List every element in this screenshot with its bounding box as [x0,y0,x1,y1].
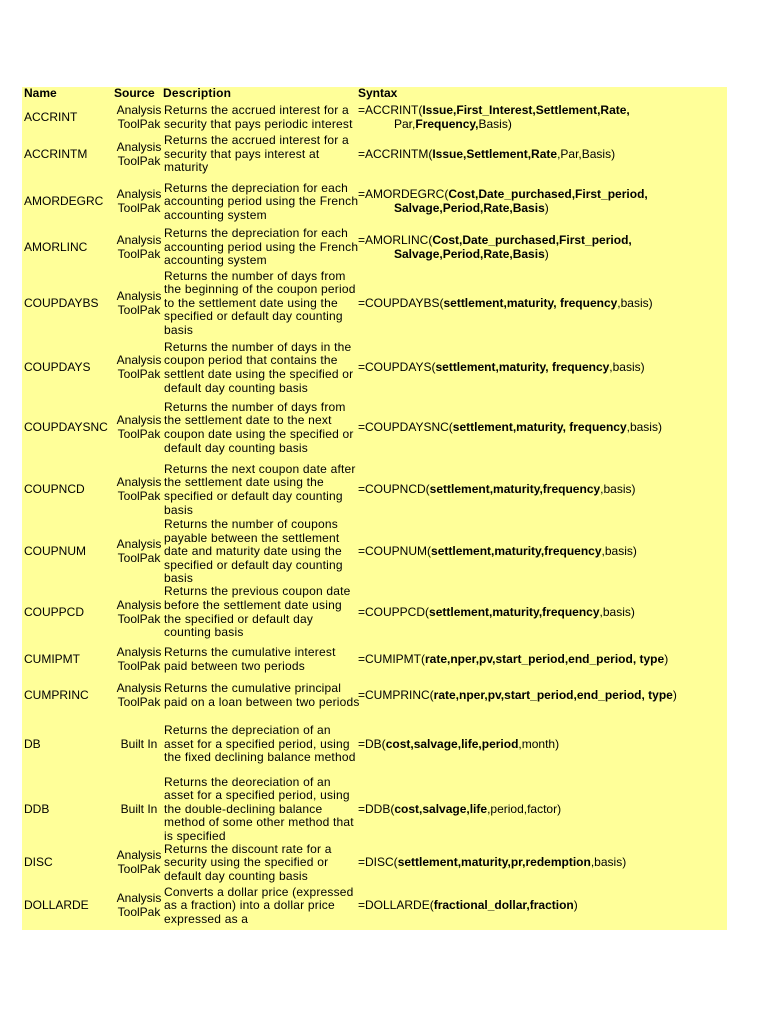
table-row [22,714,727,775]
syntax-required-args: cost,salvage,life,period [385,736,519,751]
syntax-required-args: rate,nper,pv,start_period,end_period, type [425,651,665,666]
syntax-text: Basis) [478,116,512,131]
function-description: Returns the deoreciation of an asset for a specified period, using the double-declining balance method of some other method that is specified [164,774,354,843]
function-source: Analysis ToolPak [116,848,162,876]
function-syntax [358,396,723,460]
table-row [22,102,727,133]
syntax-text: ,period,factor) [487,801,562,816]
table-row [22,882,727,930]
syntax-text: =CUMPRINC( [358,688,434,703]
syntax-text: Par, [394,116,416,131]
header-description: Description [163,86,232,100]
function-name: CUMPRINC [24,688,89,703]
function-name: ACCRINTM [24,146,88,161]
syntax-text: ) [573,898,578,913]
table-row [22,176,727,228]
table-row [22,678,727,714]
header-source: Source [114,86,155,100]
syntax-text: ,basis) [600,482,636,497]
function-source: Analysis ToolPak [116,232,162,261]
function-description: Returns the accrued interest for a security that pays interest at maturity [164,133,349,175]
syntax-required-args: settlement,maturity, frequency [435,360,610,375]
table-row [22,267,727,340]
syntax-text: ,basis) [626,420,662,435]
syntax-text: ) [544,246,549,261]
syntax-required-args: cost,salvage,life [394,801,488,816]
table-row [22,133,727,176]
syntax-text: ,basis) [599,604,635,619]
function-name: DB [24,736,41,751]
function-description: Returns the number of coupons payable between the settlement date and maturity date using the specified or default day counting basis [164,517,343,586]
function-source: Built In [120,801,158,816]
syntax-text: ,basis) [590,855,627,870]
function-source: Analysis ToolPak [116,413,162,441]
syntax-text: ) [672,688,677,703]
function-description: Returns the cumulative principal paid on a loan between two periods [164,681,360,709]
function-source: Analysis ToolPak [116,644,162,673]
syntax-text: ,month) [518,736,560,751]
syntax-text: =AMORDEGRC( [358,187,449,202]
function-source: Analysis ToolPak [116,187,162,215]
function-syntax [358,775,723,844]
function-source: Analysis ToolPak [116,102,162,131]
table-row [22,460,727,520]
table-row [22,228,727,267]
syntax-required-args: Issue,Settlement,Rate [432,146,558,161]
function-description: Returns the number of days from the settlement date to the next coupon date using the specified or default day counting basis [164,399,354,455]
syntax-required-args: Frequency, [415,116,479,131]
function-syntax [358,267,723,340]
syntax-text: =ACCRINT( [358,102,423,117]
function-source: Built In [120,736,158,751]
syntax-text: =CUMIPMT( [358,651,425,666]
function-description: Returns the number of days in the coupon period that contains the settlent date using the specified or default day counting basis [164,339,354,395]
function-syntax [358,102,723,133]
function-description: Returns the next coupon date after the settlement date using the specified or default day counting basis [164,461,356,517]
function-description: Returns the discount rate for a security using the specified or default day counting basis [164,841,332,883]
function-description: Returns the depreciation for each accounting period using the French accounting system [164,226,359,268]
syntax-text: =COUPNCD( [358,482,430,497]
syntax-text: =DISC( [358,855,398,870]
function-syntax [358,882,723,930]
function-name: COUPDAYBS [24,295,99,310]
function-source: Analysis ToolPak [116,597,162,626]
syntax-text: =DDB( [358,801,395,816]
function-syntax [358,133,723,176]
function-source: Analysis ToolPak [116,288,162,317]
function-syntax [358,844,723,882]
syntax-text: =DOLLARDE( [358,898,434,913]
function-syntax [358,340,723,396]
syntax-text: =DB( [358,736,386,751]
function-syntax [358,520,723,584]
syntax-required-args: settlement,maturity, frequency [452,420,627,435]
function-name: COUPPCD [24,604,85,619]
function-source: Analysis ToolPak [116,353,162,381]
table-row [22,584,727,641]
function-description: Returns the depreciation for each accounting period using the French accounting system [164,180,359,222]
table-row [22,775,727,844]
function-name: COUPDAYS [24,360,91,375]
syntax-text: =COUPDAYBS( [358,295,444,310]
function-source: Analysis ToolPak [116,537,162,565]
syntax-text: ) [664,651,669,666]
function-name: DOLLARDE [24,898,89,913]
function-description: Returns the depreciation of an asset for a specified period, using the fixed declining balance method [164,723,356,765]
function-source: Analysis ToolPak [116,475,162,503]
function-source: Analysis ToolPak [116,139,162,168]
function-name: COUPDAYSNC [24,420,108,435]
function-name: DISC [24,855,53,870]
table-row [22,396,727,460]
function-description: Returns the accrued interest for a security that pays periodic interest [164,102,353,131]
function-description: Converts a dollar price (expressed as a fraction) into a dollar price expressed as a [164,884,354,926]
syntax-text: =COUPDAYSNC( [358,420,453,435]
function-name: AMORLINC [24,239,88,254]
syntax-text: =ACCRINTM( [358,146,433,161]
syntax-required-args: Cost,Date_purchased,First_period, Salvage,Period,Rate,Basis [394,187,648,215]
syntax-required-args: Issue,First_Interest,Settlement,Rate, [422,102,630,117]
function-name: ACCRINT [24,109,78,124]
function-syntax [358,176,723,228]
table-row [22,517,727,586]
syntax-required-args: settlement,maturity,pr,redemption [397,855,591,870]
function-name: DDB [24,801,50,816]
function-table [22,87,727,930]
syntax-required-args: Cost,Date_purchased,First_period, Salvage,Period,Rate,Basis [394,232,632,261]
header-syntax: Syntax [358,86,398,100]
function-name: CUMIPMT [24,651,80,666]
syntax-required-args: fractional_dollar,fraction [433,898,574,913]
header-name: Name [24,86,57,100]
table-row [22,641,727,678]
syntax-text: =COUPPCD( [358,604,430,619]
syntax-required-args: settlement,maturity,frequency [429,604,600,619]
syntax-required-args: settlement,maturity,frequency [431,544,602,559]
function-name: COUPNCD [24,482,85,497]
function-syntax [358,641,723,678]
function-description: Returns the number of days from the beginning of the coupon period to the settlement date using the specified or default day counting basis [164,268,356,337]
syntax-required-args: settlement,maturity, frequency [443,295,618,310]
syntax-text: =AMORLINC( [358,232,433,247]
syntax-text: =COUPNUM( [358,544,432,559]
syntax-text: ,basis) [609,360,645,375]
table-row [22,340,727,396]
syntax-text: ) [544,201,549,215]
function-source: Analysis ToolPak [116,681,162,709]
syntax-required-args: rate,nper,pv,start_period,end_period, type [433,688,673,703]
function-syntax [358,228,723,267]
function-syntax [358,714,723,775]
function-name: COUPNUM [24,544,86,559]
function-syntax [358,460,723,520]
function-name: AMORDEGRC [24,194,104,209]
syntax-text: ,basis) [617,295,653,310]
syntax-text: ,Par,Basis) [557,146,616,161]
syntax-text: ,basis) [601,544,637,559]
syntax-text: =COUPDAYS( [358,360,436,375]
function-source: Analysis ToolPak [116,891,162,919]
syntax-required-args: settlement,maturity,frequency [429,482,601,497]
function-syntax [358,678,723,714]
function-description: Returns the cumulative interest paid between two periods [164,644,336,673]
header-row [22,87,727,102]
function-syntax [358,584,723,641]
function-description: Returns the previous coupon date before the settlement date using the specified or default day counting basis [164,584,351,640]
table-row [22,841,727,883]
